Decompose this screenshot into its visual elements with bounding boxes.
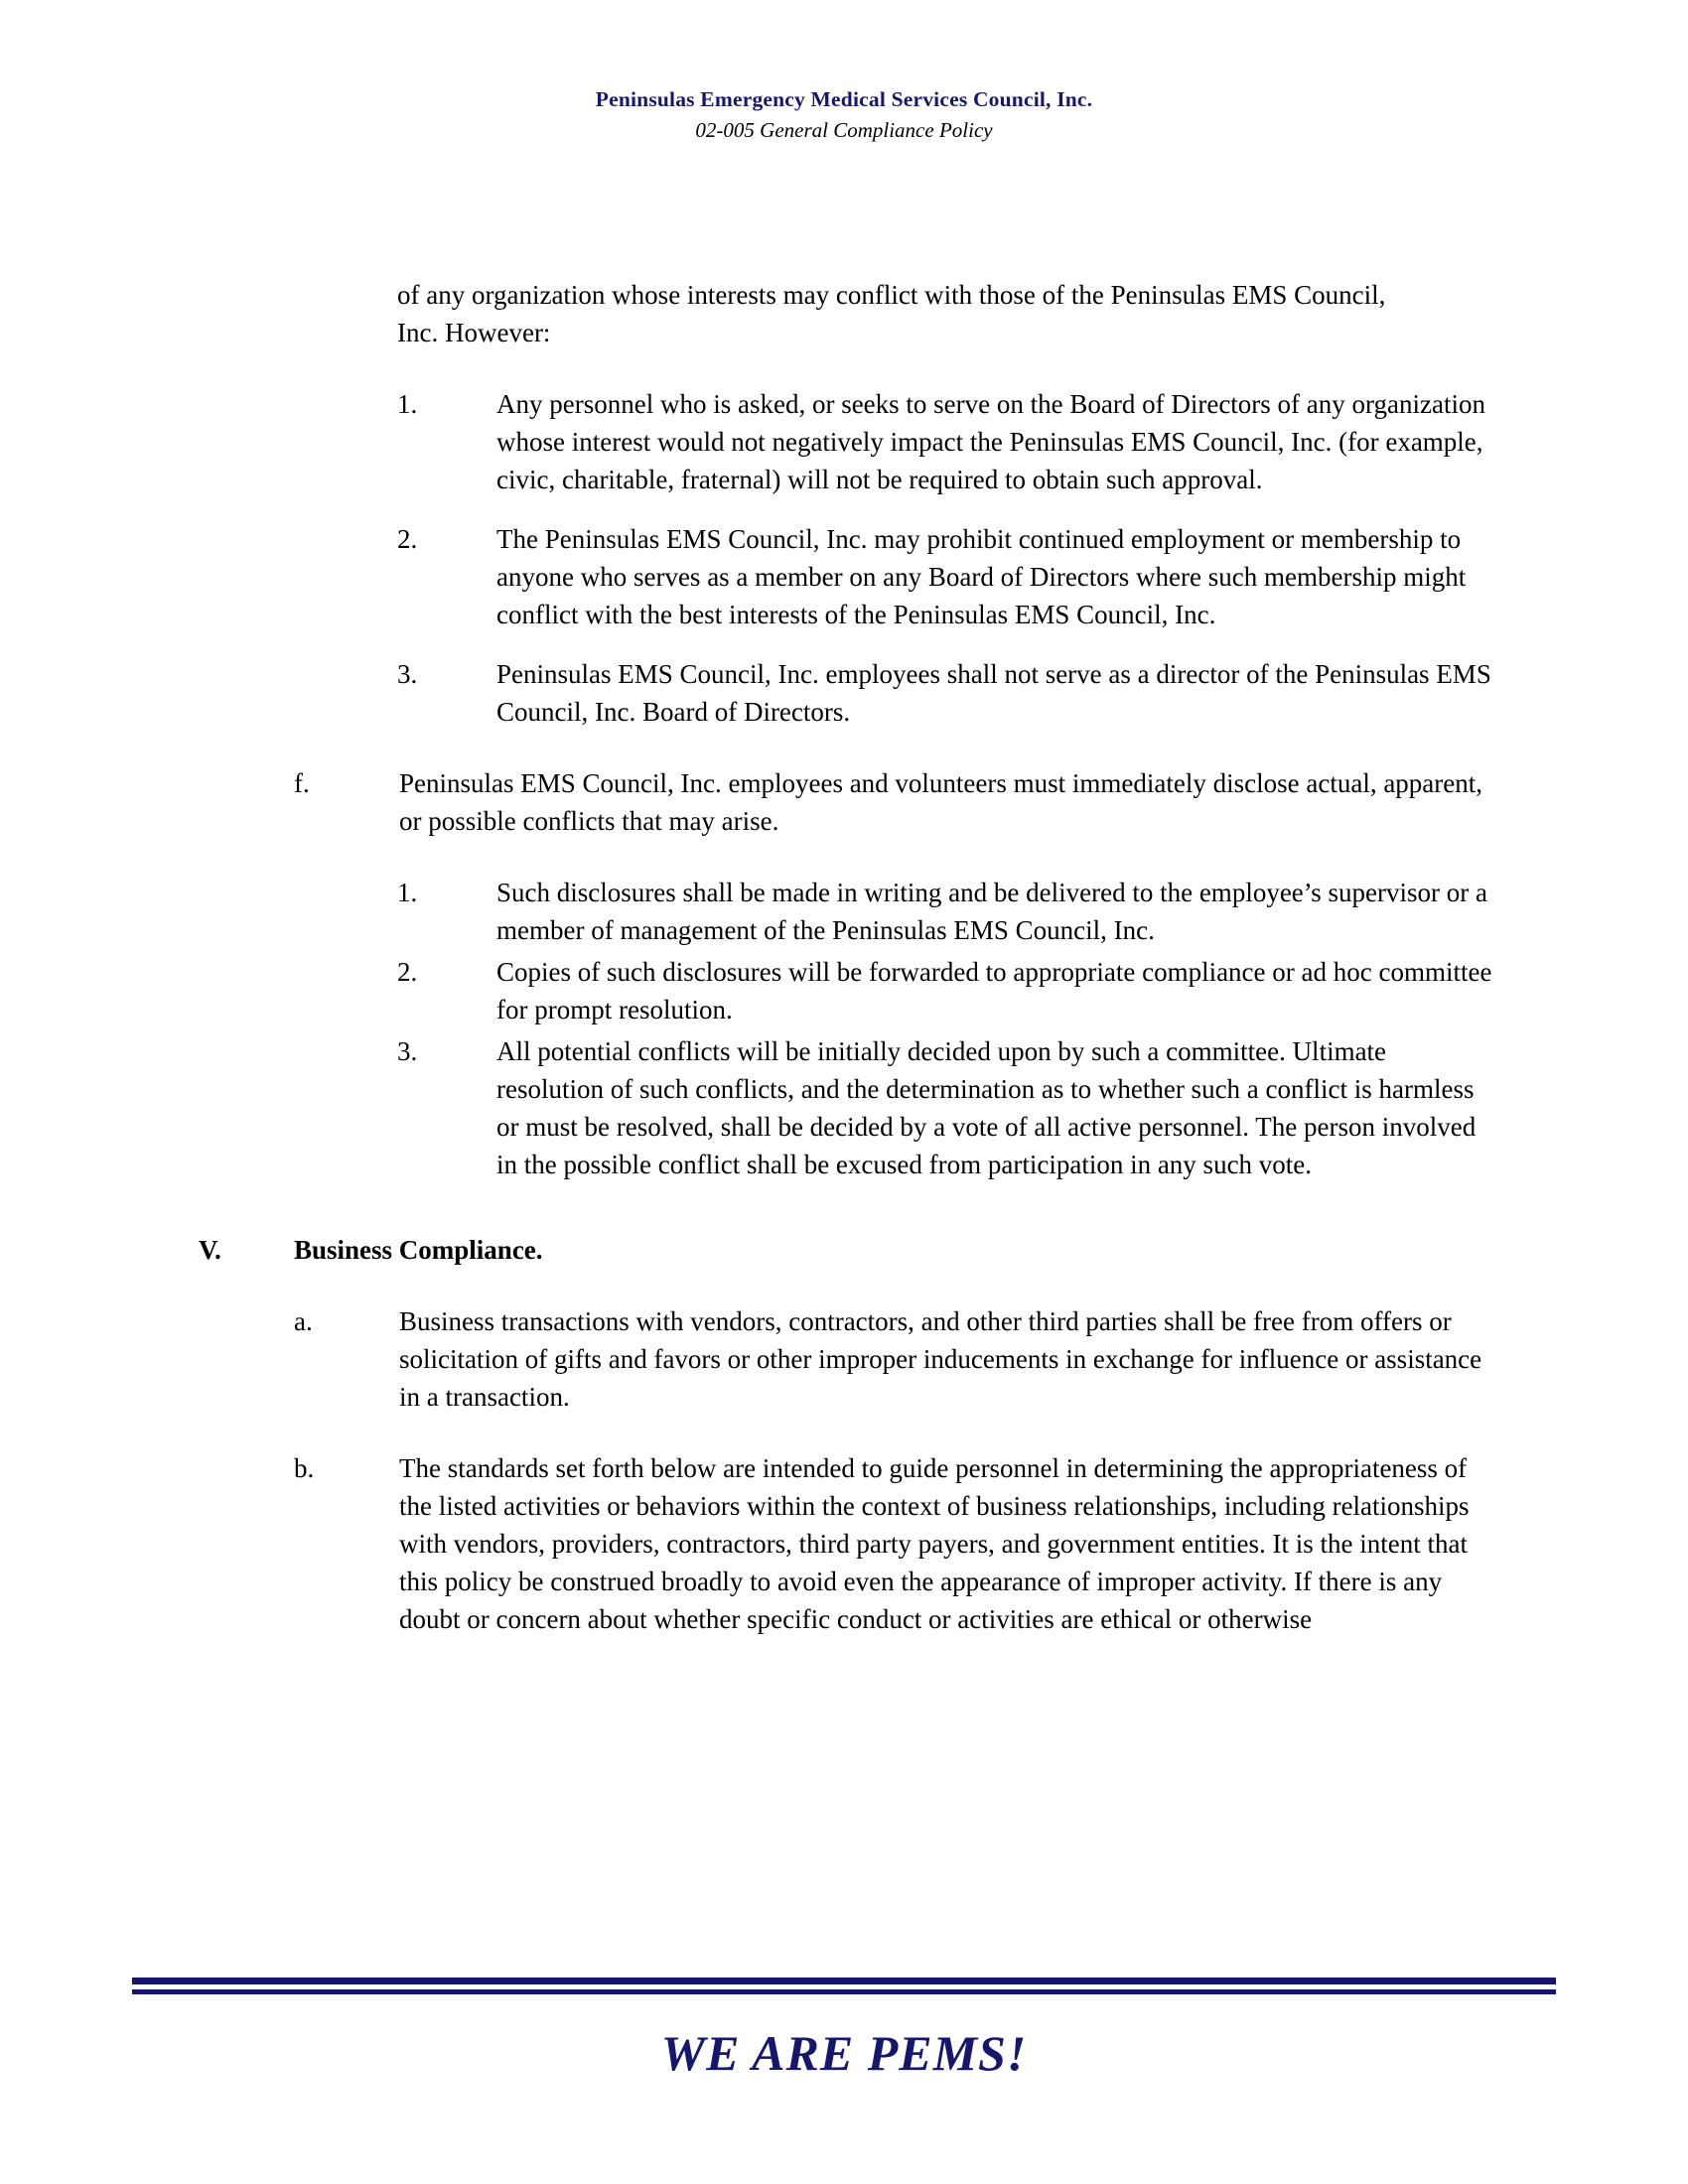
- lettered-item-a: [294, 1302, 1483, 1416]
- list-item: [397, 655, 1499, 731]
- lettered-item-f: [294, 764, 1483, 840]
- list-marker: 2.: [397, 524, 418, 554]
- lettered-item-text: Business transactions with vendors, contractors, and other third parties shall be free from offers or solicitation of gifts and favors or other improper inducements in exchange for influence or assistance in a transaction.: [399, 1306, 1482, 1412]
- lettered-marker: f.: [294, 768, 310, 798]
- list-item-text: Such disclosures shall be made in writing and be delivered to the employee’s supervisor or a member of management of the Peninsulas EMS Council, Inc.: [496, 878, 1487, 945]
- list-item-text: Any personnel who is asked, or seeks to serve on the Board of Directors of any organization whose interest would not negatively impact the Peninsulas EMS Council, Inc. (for example, civic, charitable, fraternal) will not be required to obtain such approval.: [496, 389, 1485, 494]
- section-title: Business Compliance.: [294, 1235, 543, 1265]
- list-marker: 1.: [397, 389, 418, 419]
- document-footer: [0, 1978, 1688, 2082]
- list-marker: 1.: [397, 878, 418, 907]
- document-body: [0, 276, 1688, 1638]
- footer-rule-thin: [132, 1989, 1556, 1994]
- footer-slogan: WE ARE PEMS!: [660, 2025, 1028, 2081]
- lettered-item-b: [294, 1449, 1483, 1638]
- section-number: V.: [199, 1235, 221, 1265]
- list-item: [397, 874, 1499, 949]
- footer-rule-thick: [132, 1978, 1556, 1984]
- list-item: [397, 1032, 1499, 1183]
- list-item-text: All potential conflicts will be initially decided upon by such a committee. Ultimate resolution of such conflicts, and the determination as to whether such a conflict is harmless or must be resolved, shall be decided by a vote of all active personnel. The person involved in the possible conflict shall be excused from participation in any such vote.: [496, 1036, 1477, 1179]
- lettered-marker: a.: [294, 1306, 313, 1336]
- list-item: [397, 385, 1499, 498]
- paragraph-continuation: [397, 276, 1489, 351]
- list-item: [397, 520, 1499, 633]
- lettered-item-text: Peninsulas EMS Council, Inc. employees and volunteers must immediately disclose actual, apparent, or possible conflicts that may arise.: [399, 768, 1483, 836]
- document-header: [0, 87, 1688, 143]
- list-item-text: The Peninsulas EMS Council, Inc. may prohibit continued employment or membership to anyone who serves as a member on any Board of Directors where such membership might conflict with the best interests of the Peninsulas EMS Council, Inc.: [496, 524, 1467, 629]
- document-subtitle: 02-005 General Compliance Policy: [695, 117, 993, 142]
- list-marker: 3.: [397, 659, 418, 689]
- list-marker: 3.: [397, 1036, 418, 1066]
- lettered-marker: b.: [294, 1453, 315, 1483]
- list-item: [397, 953, 1499, 1028]
- section-heading-v: [199, 1231, 1688, 1269]
- list-marker: 2.: [397, 957, 418, 987]
- list-item-text: Copies of such disclosures will be forwarded to appropriate compliance or ad hoc committee for prompt resolution.: [496, 957, 1492, 1024]
- footer-divider: [132, 1978, 1556, 1994]
- list-item-text: Peninsulas EMS Council, Inc. employees shall not serve as a director of the Peninsulas EMS Council, Inc. Board of Directors.: [496, 659, 1491, 727]
- organization-name: Peninsulas Emergency Medical Services Council, Inc.: [595, 87, 1093, 111]
- lettered-item-text: The standards set forth below are intended to guide personnel in determining the appropriateness of the listed activities or behaviors within the context of business relationships, including relationships with vendors, providers, contractors, third party payers, and government entities. It is the intent that this policy be construed broadly to avoid even the appearance of improper activity. If there is any doubt or concern about whether specific conduct or activities are ethical or otherwise: [399, 1453, 1470, 1634]
- paragraph-text: of any organization whose interests may conflict with those of the Peninsulas EMS Council, Inc. However:: [397, 280, 1386, 347]
